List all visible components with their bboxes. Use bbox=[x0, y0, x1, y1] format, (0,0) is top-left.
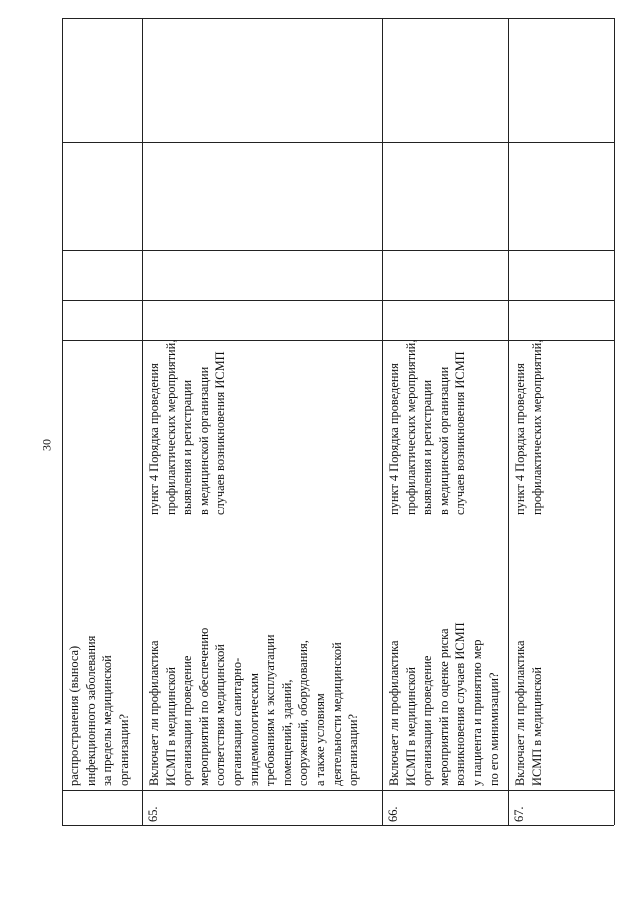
question-cell-line: возникновения случаев ИСМП bbox=[453, 622, 468, 786]
question-cell-line: а также условиям bbox=[312, 693, 327, 786]
question-cell-line: помещений, зданий, bbox=[279, 679, 294, 786]
reference-cell-line: пункт 4 Порядка проведения bbox=[387, 363, 401, 515]
table-vertical-rule bbox=[142, 18, 143, 825]
reference-cell-line: выявления и регистрации bbox=[420, 379, 435, 515]
question-cell-line: распространения (выноса) bbox=[67, 645, 81, 786]
question-cell-line: ИСМП в медицинской bbox=[403, 667, 418, 786]
question-cell-line: эпидемиологическим bbox=[246, 672, 261, 786]
reference-cell-line: профилактических мероприятий, bbox=[163, 339, 178, 515]
table-vertical-rule bbox=[614, 18, 615, 825]
reference-cell-line: в медицинской организации bbox=[196, 366, 211, 515]
question-cell-line: за пределы медицинской bbox=[100, 655, 115, 786]
question-cell-line: по его минимизации? bbox=[486, 672, 501, 786]
row-number-text: 65. bbox=[146, 806, 160, 822]
page-number-text: 30 bbox=[39, 439, 54, 451]
reference-cell-line: пункт 4 Порядка проведения bbox=[513, 363, 527, 515]
question-cell-line: мероприятий по обеспечению bbox=[196, 627, 211, 786]
table-vertical-rule bbox=[508, 18, 509, 825]
question-cell-line: соответствия медицинской bbox=[213, 644, 228, 786]
question-cell-line: деятельности медицинской bbox=[329, 642, 344, 786]
question-cell-line: Включает ли профилактика bbox=[513, 640, 527, 786]
table-horizontal-rule bbox=[62, 790, 614, 791]
question-cell-lines bbox=[66, 636, 132, 786]
reference-cell-line: профилактических мероприятий, bbox=[403, 339, 418, 515]
reference-cell-lines bbox=[386, 340, 469, 515]
table-vertical-rule bbox=[62, 18, 63, 825]
reference-cell-lines bbox=[146, 340, 229, 515]
table-horizontal-rule bbox=[62, 18, 614, 19]
question-cell-lines bbox=[512, 640, 545, 786]
question-cell-line: организации проведение bbox=[180, 655, 195, 786]
row-number-text: 66. bbox=[386, 806, 400, 822]
reference-cell-line: выявления и регистрации bbox=[180, 379, 195, 515]
question-cell-line: у пациента и принятию мер bbox=[469, 639, 484, 786]
reference-cell-line: пункт 4 Порядка проведения bbox=[147, 363, 161, 515]
reference-cell-line: случаев возникновения ИСМП bbox=[453, 351, 468, 515]
row-number-text: 67. bbox=[512, 806, 526, 822]
question-cell-line: сооружений, оборудования, bbox=[296, 640, 311, 786]
reference-cell-lines bbox=[512, 340, 545, 515]
reference-cell-line: случаев возникновения ИСМП bbox=[213, 351, 228, 515]
question-cell-lines bbox=[386, 622, 502, 786]
question-cell-line: ИСМП в медицинской bbox=[163, 667, 178, 786]
question-cell-line: организации? bbox=[346, 713, 361, 786]
question-cell-line: требованиям к эксплуатации bbox=[263, 634, 278, 786]
reference-cell-line: в медицинской организации bbox=[436, 366, 451, 515]
question-cell-line: организации санитарно- bbox=[229, 657, 244, 786]
question-cell-line: ИСМП в медицинской bbox=[529, 667, 544, 786]
table-vertical-rule bbox=[382, 18, 383, 825]
reference-cell-line: профилактических мероприятий, bbox=[529, 339, 544, 515]
table-horizontal-rule bbox=[62, 142, 614, 143]
table-horizontal-rule bbox=[62, 250, 614, 251]
question-cell-lines bbox=[146, 628, 362, 786]
table-horizontal-rule bbox=[62, 300, 614, 301]
question-cell-line: организации проведение bbox=[420, 655, 435, 786]
question-cell-line: Включает ли профилактика bbox=[147, 640, 161, 786]
question-cell-line: организации? bbox=[116, 713, 131, 786]
question-cell-line: мероприятий по оценке риска bbox=[436, 628, 451, 786]
question-cell-line: инфекционного заболевания bbox=[83, 635, 98, 786]
table-horizontal-rule bbox=[62, 825, 614, 826]
question-cell-line: Включает ли профилактика bbox=[387, 640, 401, 786]
